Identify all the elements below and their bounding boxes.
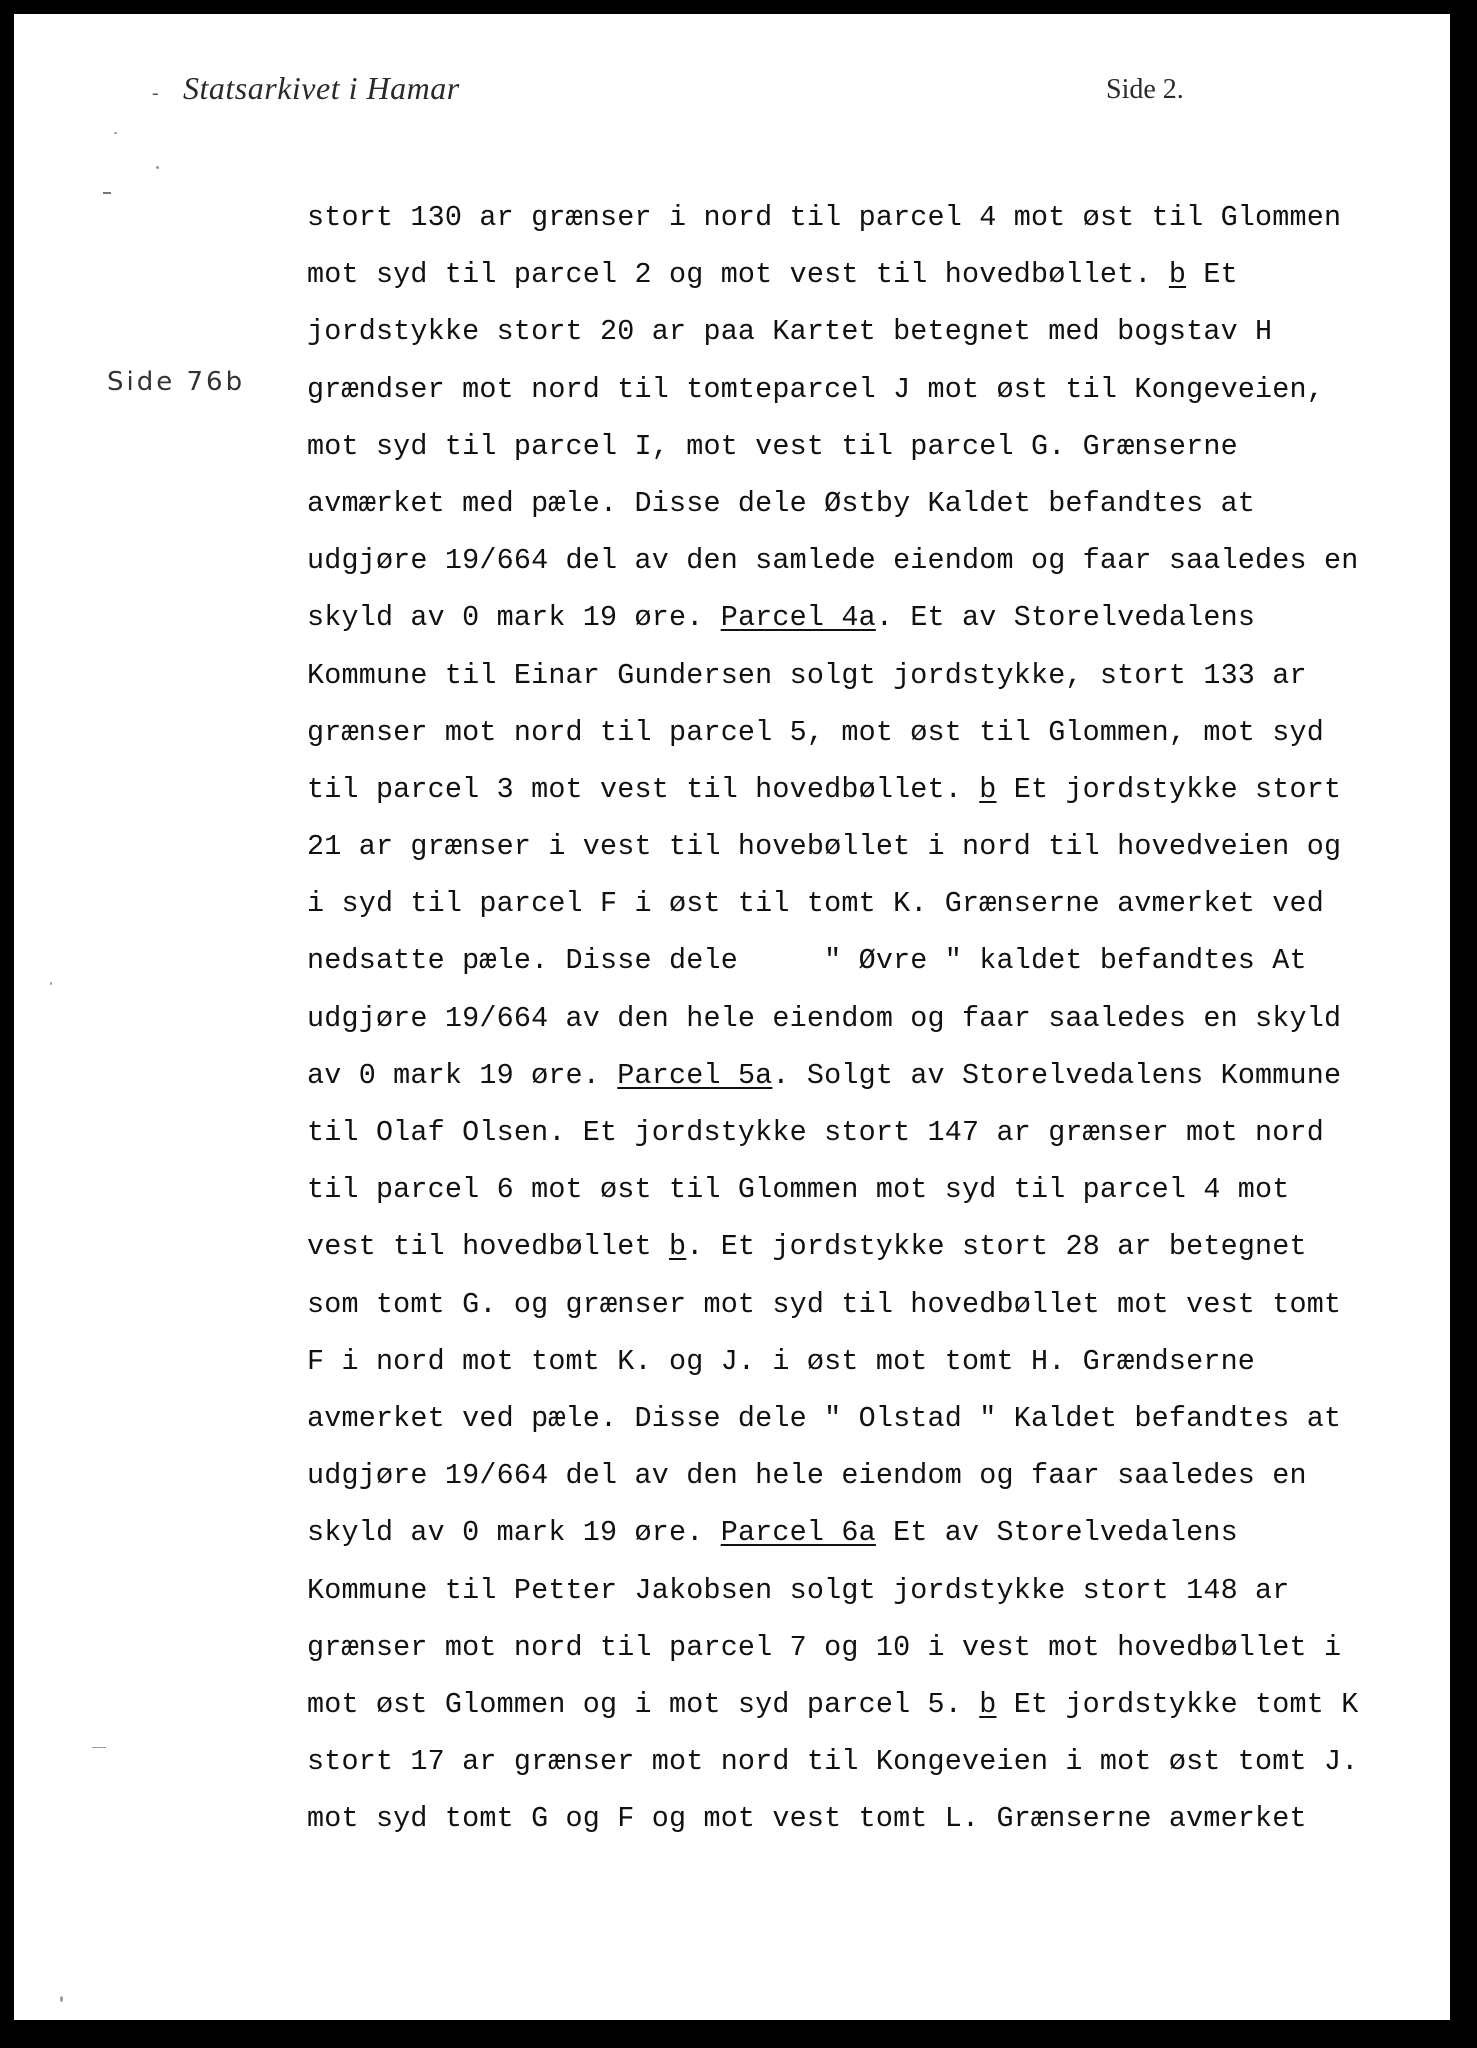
- text-segment: mot øst Glommen og i mot syd parcel 5.: [307, 1687, 980, 1721]
- text-line: [307, 361, 1358, 418]
- text-line: [307, 1390, 1358, 1447]
- scan-speck: [114, 132, 117, 134]
- text-segment: udgjøre 19/664 del av den samlede eiendom og faar saaledes en: [307, 544, 1359, 578]
- scan-speck: [92, 1747, 106, 1748]
- text-line: [307, 1562, 1358, 1619]
- underlined-text: b: [979, 1687, 997, 1721]
- text-segment: Et jordstykke stort: [996, 772, 1342, 806]
- text-line: [307, 1218, 1358, 1275]
- text-segment: udgjøre 19/664 del av den hele eiendom og faar saaledes en: [307, 1459, 1307, 1493]
- text-line: [307, 1733, 1358, 1790]
- text-segment: skyld av 0 mark 19 øre.: [307, 1516, 721, 1550]
- text-segment: av 0 mark 19 øre.: [307, 1058, 618, 1092]
- text-line: [307, 1333, 1358, 1390]
- scan-speck: [156, 166, 159, 169]
- text-segment: vest til hovedbøllet: [307, 1230, 669, 1264]
- text-line: [307, 1619, 1358, 1676]
- text-line: [307, 761, 1358, 818]
- text-line: [307, 1161, 1358, 1218]
- text-segment: . Solgt av Storelvedalens Kommune: [772, 1058, 1342, 1092]
- underlined-text: b: [1168, 258, 1187, 292]
- scan-speck: [50, 982, 52, 985]
- header-dash: -: [152, 82, 159, 104]
- text-segment: stort 130 ar grænser i nord til parcel 4 mot øst til Glommen: [307, 201, 1342, 234]
- text-line: [307, 1276, 1358, 1333]
- text-line: [307, 303, 1358, 360]
- text-line: [307, 532, 1358, 589]
- text-line: [307, 589, 1358, 646]
- text-segment: grænser mot nord til parcel 7 og 10 i vest mot hovedbøllet i: [307, 1630, 1342, 1664]
- text-segment: skyld av 0 mark 19 øre.: [307, 601, 721, 635]
- text-line: [307, 932, 1358, 989]
- text-segment: som tomt G. og grænser mot syd til hovedbøllet mot vest tomt: [307, 1287, 1342, 1321]
- text-segment: grænser mot nord til parcel 5, mot øst til Glommen, mot syd: [307, 715, 1324, 749]
- text-segment: Et av Storelvedalens: [875, 1516, 1238, 1550]
- text-line: [307, 1104, 1358, 1161]
- text-segment: i syd til parcel F i øst til tomt K. Grænserne avmerket ved: [307, 887, 1324, 921]
- underlined-text: b: [668, 1230, 687, 1264]
- text-segment: mot syd til parcel I, mot vest til parcel G. Grænserne: [307, 429, 1238, 463]
- text-line: [307, 1447, 1358, 1504]
- text-segment: til parcel 6 mot øst til Glommen mot syd til parcel 4 mot: [307, 1173, 1290, 1207]
- text-line: [307, 1790, 1358, 1847]
- underlined-text: Parcel 5a: [617, 1058, 773, 1092]
- text-segment: Kommune til Petter Jakobsen solgt jordstykke stort 148 ar: [307, 1573, 1290, 1607]
- text-line: [307, 875, 1358, 932]
- text-line: [307, 418, 1358, 475]
- text-segment: stort 17 ar grænser mot nord til Kongeveien i mot øst tomt J.: [307, 1745, 1359, 1779]
- text-segment: avmærket med pæle. Disse dele Østby Kaldet befandtes at: [307, 486, 1256, 520]
- text-segment: Et: [1186, 258, 1238, 292]
- margin-page-reference: Side 76b: [107, 367, 246, 397]
- text-segment: Et jordstykke tomt K: [996, 1687, 1359, 1721]
- text-segment: . Et jordstykke stort 28 ar betegnet: [686, 1230, 1307, 1264]
- text-segment: mot syd til parcel 2 og mot vest til hovedbøllet.: [307, 258, 1169, 292]
- text-segment: til Olaf Olsen. Et jordstykke stort 147 ar grænser mot nord: [307, 1116, 1324, 1149]
- text-segment: Kommune til Einar Gundersen solgt jordstykke, stort 133 ar: [307, 658, 1307, 692]
- text-segment: grændser mot nord til tomteparcel J mot øst til Kongeveien,: [307, 372, 1324, 406]
- text-segment: nedsatte pæle. Disse dele " Øvre " kaldet befandtes At: [307, 944, 1307, 978]
- text-segment: udgjøre 19/664 av den hele eiendom og faar saaledes en skyld: [307, 1001, 1342, 1035]
- text-line: [307, 704, 1358, 761]
- text-line: [307, 246, 1358, 303]
- text-line: [307, 475, 1358, 532]
- underlined-text: Parcel 6a: [720, 1516, 876, 1550]
- archive-header: [149, 70, 460, 107]
- text-segment: F i nord mot tomt K. og J. i øst mot tomt H. Grændserne: [307, 1344, 1256, 1378]
- archive-name: Statsarkivet i Hamar: [183, 70, 460, 106]
- text-line: [307, 990, 1358, 1047]
- text-line: [307, 189, 1358, 246]
- text-segment: mot syd tomt G og F og mot vest tomt L. Grænserne avmerket: [307, 1802, 1307, 1836]
- text-segment: . Et av Storelvedalens: [875, 601, 1256, 635]
- document-page: [14, 14, 1450, 2020]
- margin-mark: [103, 192, 111, 194]
- text-line: [307, 1504, 1358, 1561]
- underlined-text: b: [979, 772, 997, 806]
- page-number: Side 2.: [1106, 74, 1184, 105]
- text-line: [307, 818, 1358, 875]
- text-segment: avmerket ved pæle. Disse dele " Olstad " Kaldet befandtes at: [307, 1401, 1342, 1435]
- text-line: [307, 1047, 1358, 1104]
- text-segment: jordstykke stort 20 ar paa Kartet betegnet med bogstav H: [307, 315, 1273, 349]
- underlined-text: Parcel 4a: [720, 601, 876, 635]
- text-line: [307, 647, 1358, 704]
- text-segment: 21 ar grænser i vest til hovebøllet i nord til hovedveien og: [307, 830, 1342, 864]
- body-text: [307, 189, 1358, 1847]
- text-segment: til parcel 3 mot vest til hovedbøllet.: [307, 772, 980, 806]
- scan-speck: [60, 1996, 63, 2002]
- text-line: [307, 1676, 1358, 1733]
